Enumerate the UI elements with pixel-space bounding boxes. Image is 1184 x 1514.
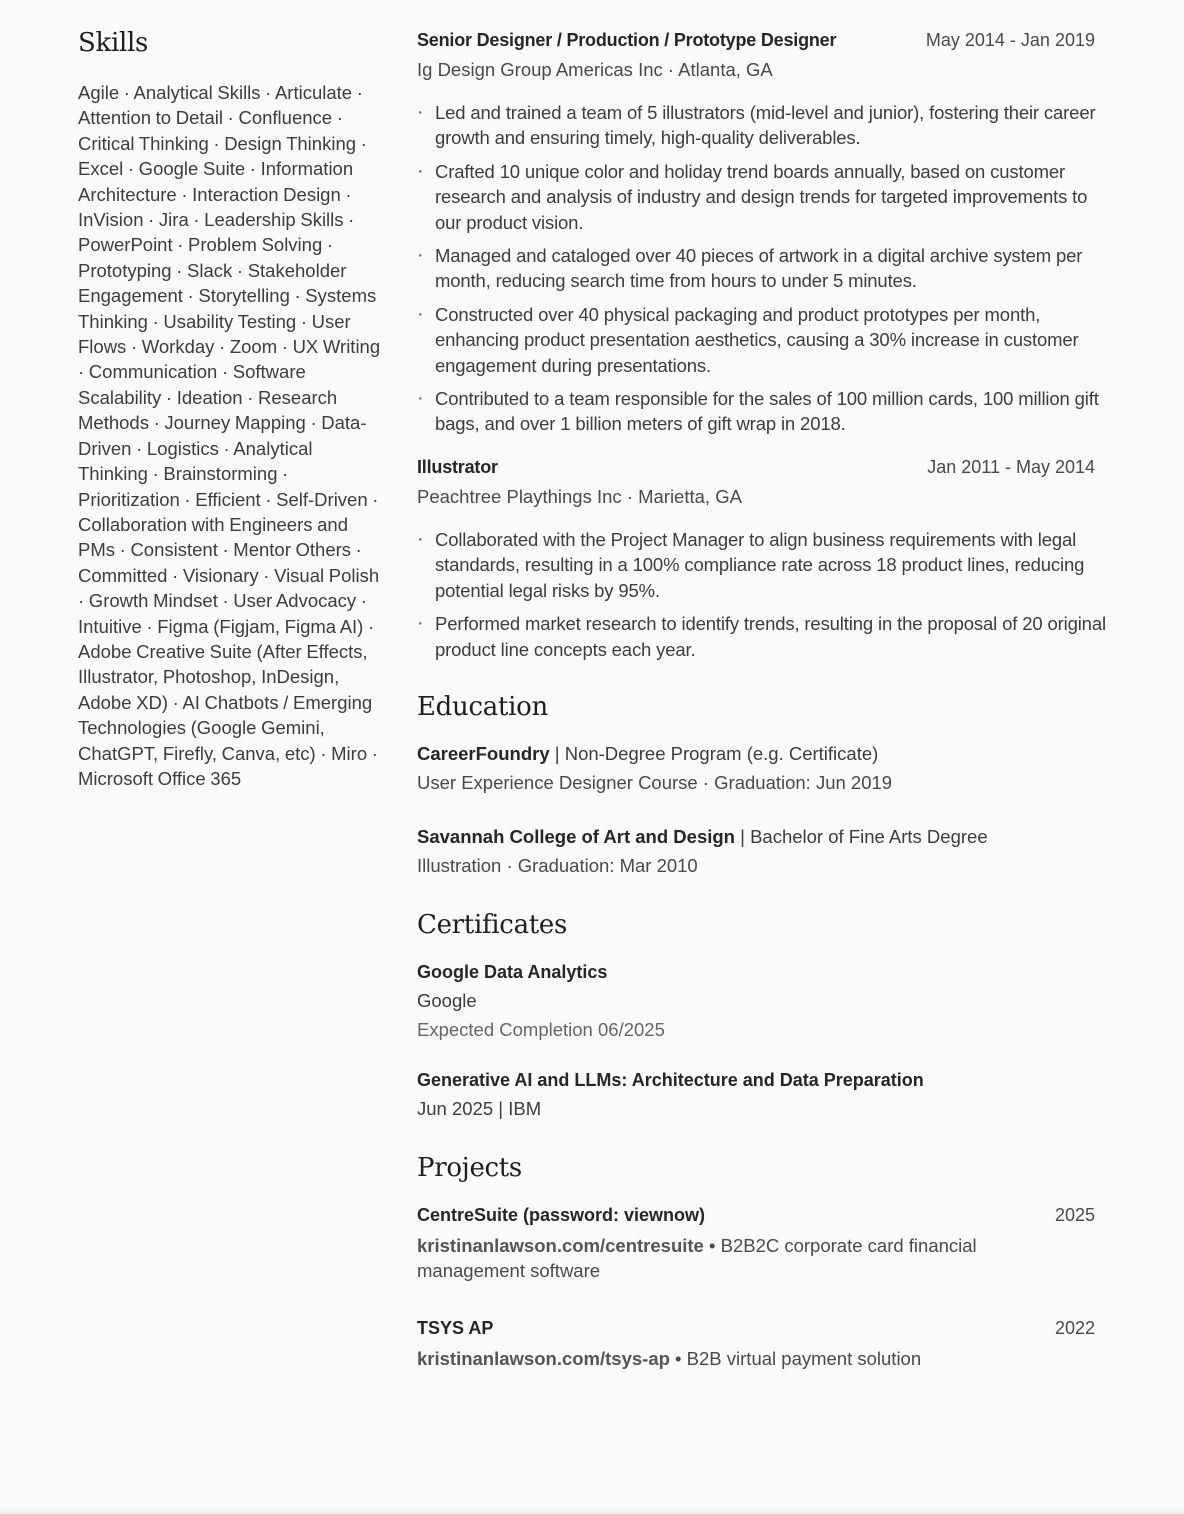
project-name: CentreSuite (password: viewnow): [417, 1204, 706, 1225]
education-heading: Education: [417, 691, 548, 722]
project-item: [417, 1314, 1117, 1371]
main-column: [417, 26, 1117, 1371]
job-header: [417, 26, 1117, 54]
skills-column: [78, 28, 382, 791]
project-link[interactable]: kristinanlawson.com/centresuite: [417, 1234, 704, 1256]
project-year: 2025: [1054, 1204, 1095, 1225]
job-bullet: · Collaborated with the Project Manager to align business requirements with legal standards, resulting in a 100% compliance rate across 18 product lines, reducing potential legal risks by 95%.: [417, 527, 1117, 603]
job-bullets: [417, 527, 1117, 662]
job-bullet: · Constructed over 40 physical packaging and product prototypes per month, enhancing product presentation aesthetics, causing a 30% increase in customer engagement during presentations.: [417, 302, 1117, 378]
certificate-item: [417, 1066, 1117, 1123]
job-bullet: · Led and trained a team of 5 illustrators (mid-level and junior), fostering their career growth and ensuring timely, high-quality deliverables.: [417, 100, 1117, 151]
education-school-line: [417, 740, 1117, 768]
job-dates: Jan 2011 - May 2014: [927, 456, 1095, 477]
education-item: [417, 823, 1117, 880]
education-details: Illustration · Graduation: Mar 2010: [417, 854, 698, 876]
projects-heading: Projects: [417, 1152, 522, 1183]
education-item: [417, 740, 1117, 797]
page-bottom-edge: [0, 1506, 1184, 1514]
job-title: Senior Designer / Production / Prototype Designer: [417, 30, 837, 50]
job-company: Ig Design Group Americas Inc · Atlanta, GA: [417, 59, 773, 80]
certificates-section: [417, 910, 1117, 1123]
certificate-item: [417, 958, 1117, 1044]
job-company: Peachtree Playthings Inc · Marietta, GA: [417, 485, 742, 507]
project-item: [417, 1201, 1117, 1284]
skills-list: Agile · Analytical Skills · Articulate · Attention to Detail · Confluence · Critical Thinking · Design Thinking · Excel · Google Suite · Information Architecture · Interaction Design · InVision · Jira · Leadership Skills · PowerPoint · Problem Solving · Prototyping · Slack · Stakeholder Engagement · Storytelling · Systems Thinking · Usability Testing · User Flows · Workday · Zoom · UX Writing · Communication · Software Scalability · Ideation · Research Methods · Journey Mapping · Data-Driven · Logistics · Analytical Thinking · Brainstorming · Prioritization · Efficient · Self-Driven · Collaboration with Engineers and PMs · Consistent · Mentor Others · Committed · Visionary · Visual Polish · Growth Mindset · User Advocacy · Intuitive · Figma (Figjam, Figma AI) · Adobe Creative Suite (After Effects, Illustrator, Photoshop, InDesign, Adobe XD) · AI Chatbots / Emerging Technologies (Google Gemini, ChatGPT, Firefly, Canva, etc) · Miro · Microsoft Office 365: [78, 82, 381, 789]
education-details: User Experience Designer Course · Graduation: Jun 2019: [417, 771, 893, 793]
project-name: TSYS AP: [417, 1317, 494, 1338]
job-bullet: · Managed and cataloged over 40 pieces of artwork in a digital archive system per month, reducing search time from hours to under 5 minutes.: [417, 243, 1117, 294]
job-bullets: [417, 100, 1117, 437]
project-description: • B2B2C corporate card financial management software: [417, 1234, 977, 1282]
experience-item: [417, 453, 1117, 662]
certificate-name: Generative AI and LLMs: Architecture and Data Preparation: [417, 1069, 924, 1090]
job-header: [417, 453, 1117, 481]
project-header: [417, 1201, 1117, 1229]
project-description: • B2B virtual payment solution: [669, 1347, 922, 1369]
education-degree: | Bachelor of Fine Arts Degree: [734, 825, 988, 847]
certificate-status: Expected Completion 06/2025: [417, 1018, 665, 1040]
project-link[interactable]: kristinanlawson.com/tsys-ap: [417, 1347, 670, 1369]
job-bullet: · Contributed to a team responsible for the sales of 100 million cards, 100 million gift bags, and over 1 billion meters of gift wrap in 2018.: [417, 386, 1117, 437]
projects-section: [417, 1153, 1117, 1371]
project-description-line: [417, 1233, 1037, 1284]
experience-item: [417, 26, 1117, 437]
certificate-issuer: Jun 2025 | IBM: [417, 1097, 542, 1119]
education-section: [417, 692, 1117, 880]
job-bullet: · Performed market research to identify trends, resulting in the proposal of 20 original product line concepts each year.: [417, 611, 1117, 662]
education-school-line: [417, 823, 1117, 851]
project-year: 2022: [1054, 1317, 1095, 1338]
education-school: Savannah College of Art and Design: [417, 825, 735, 847]
education-school: CareerFoundry: [417, 742, 550, 764]
job-title: Illustrator: [417, 456, 498, 477]
certificates-heading: Certificates: [417, 909, 568, 940]
job-bullet: · Crafted 10 unique color and holiday trend boards annually, based on customer research and analysis of industry and design trends for targeted improvements to our product vision.: [417, 159, 1117, 235]
project-header: [417, 1314, 1117, 1342]
skills-heading: Skills: [78, 28, 149, 58]
education-degree: | Non-Degree Program (e.g. Certificate): [549, 742, 879, 764]
job-dates: May 2014 - Jan 2019: [925, 30, 1095, 50]
certificate-name: Google Data Analytics: [417, 961, 608, 982]
project-description-line: [417, 1346, 1037, 1371]
certificate-issuer: Google: [417, 989, 477, 1011]
